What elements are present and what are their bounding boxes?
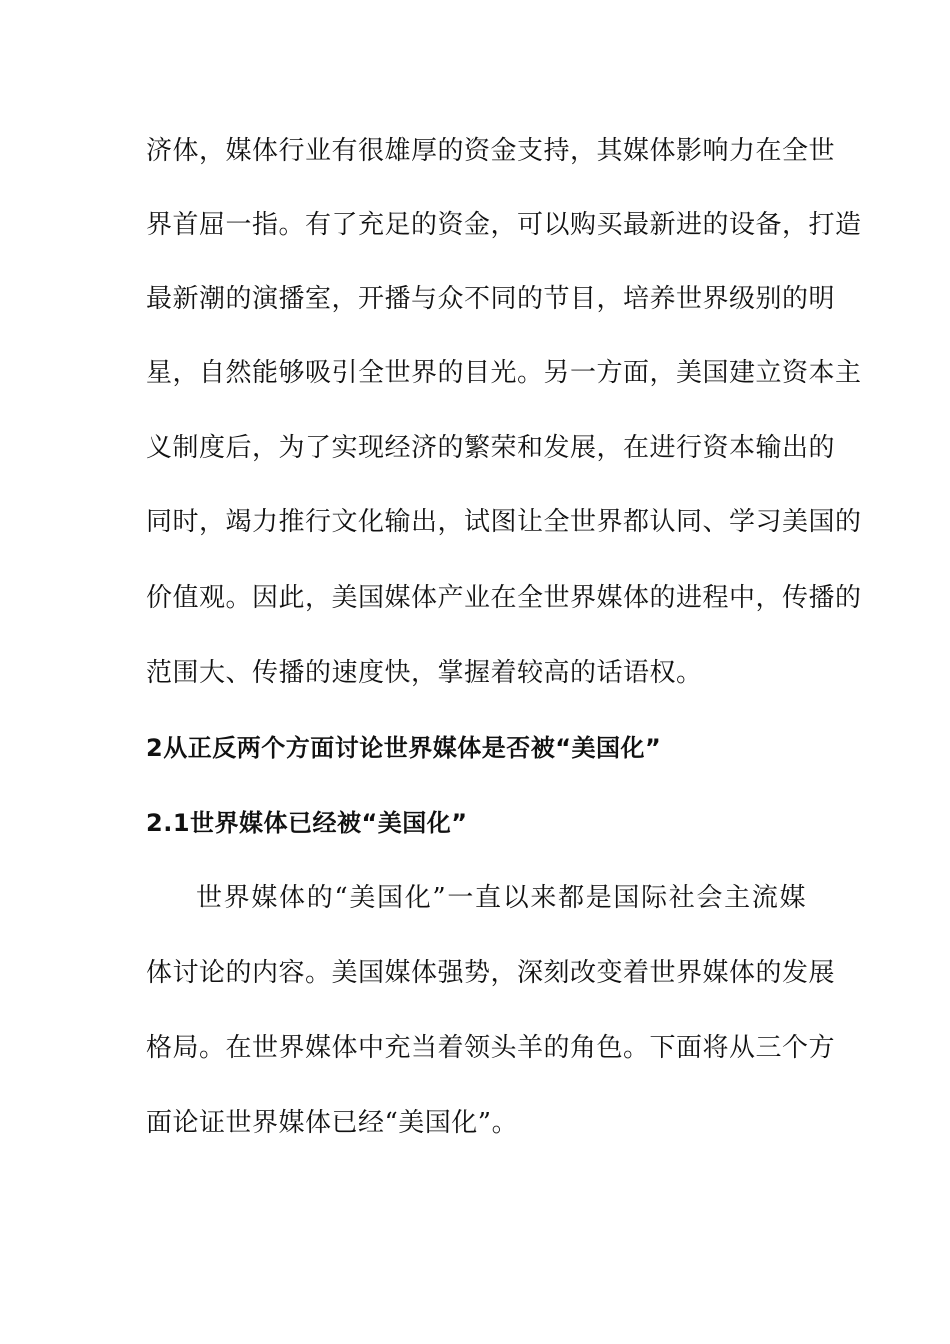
paragraph-line: 价值观。因此，美国媒体产业在全世界媒体的进程中，传播的 <box>146 583 862 613</box>
paragraph-line: 世界媒体的“美国化”一直以来都是国际社会主流媒 <box>196 883 806 913</box>
paragraph-line: 同时，竭力推行文化输出，试图让全世界都认同、学习美国的 <box>146 507 862 537</box>
paragraph-line: 界首屈一指。有了充足的资金，可以购买最新进的设备，打造 <box>146 210 862 240</box>
paragraph-line: 义制度后，为了实现经济的繁荣和发展，在进行资本输出的 <box>146 433 836 463</box>
paragraph-line: 范围大、传播的速度快，掌握着较高的话语权。 <box>146 658 703 688</box>
paragraph-line: 体讨论的内容。美国媒体强势，深刻改变着世界媒体的发展 <box>146 958 836 988</box>
paragraph-line: 济体，媒体行业有很雄厚的资金支持，其媒体影响力在全世 <box>146 136 836 166</box>
section-heading: 2从正反两个方面讨论世界媒体是否被“美国化” <box>146 734 662 762</box>
paragraph-line: 星，自然能够吸引全世界的目光。另一方面，美国建立资本主 <box>146 358 862 388</box>
paragraph-line: 最新潮的演播室，开播与众不同的节目，培养世界级别的明 <box>146 284 836 314</box>
paragraph-line: 格局。在世界媒体中充当着领头羊的角色。下面将从三个方 <box>146 1033 836 1063</box>
subsection-heading: 2.1世界媒体已经被“美国化” <box>146 809 468 837</box>
paragraph-line: 面论证世界媒体已经“美国化”。 <box>146 1108 519 1138</box>
